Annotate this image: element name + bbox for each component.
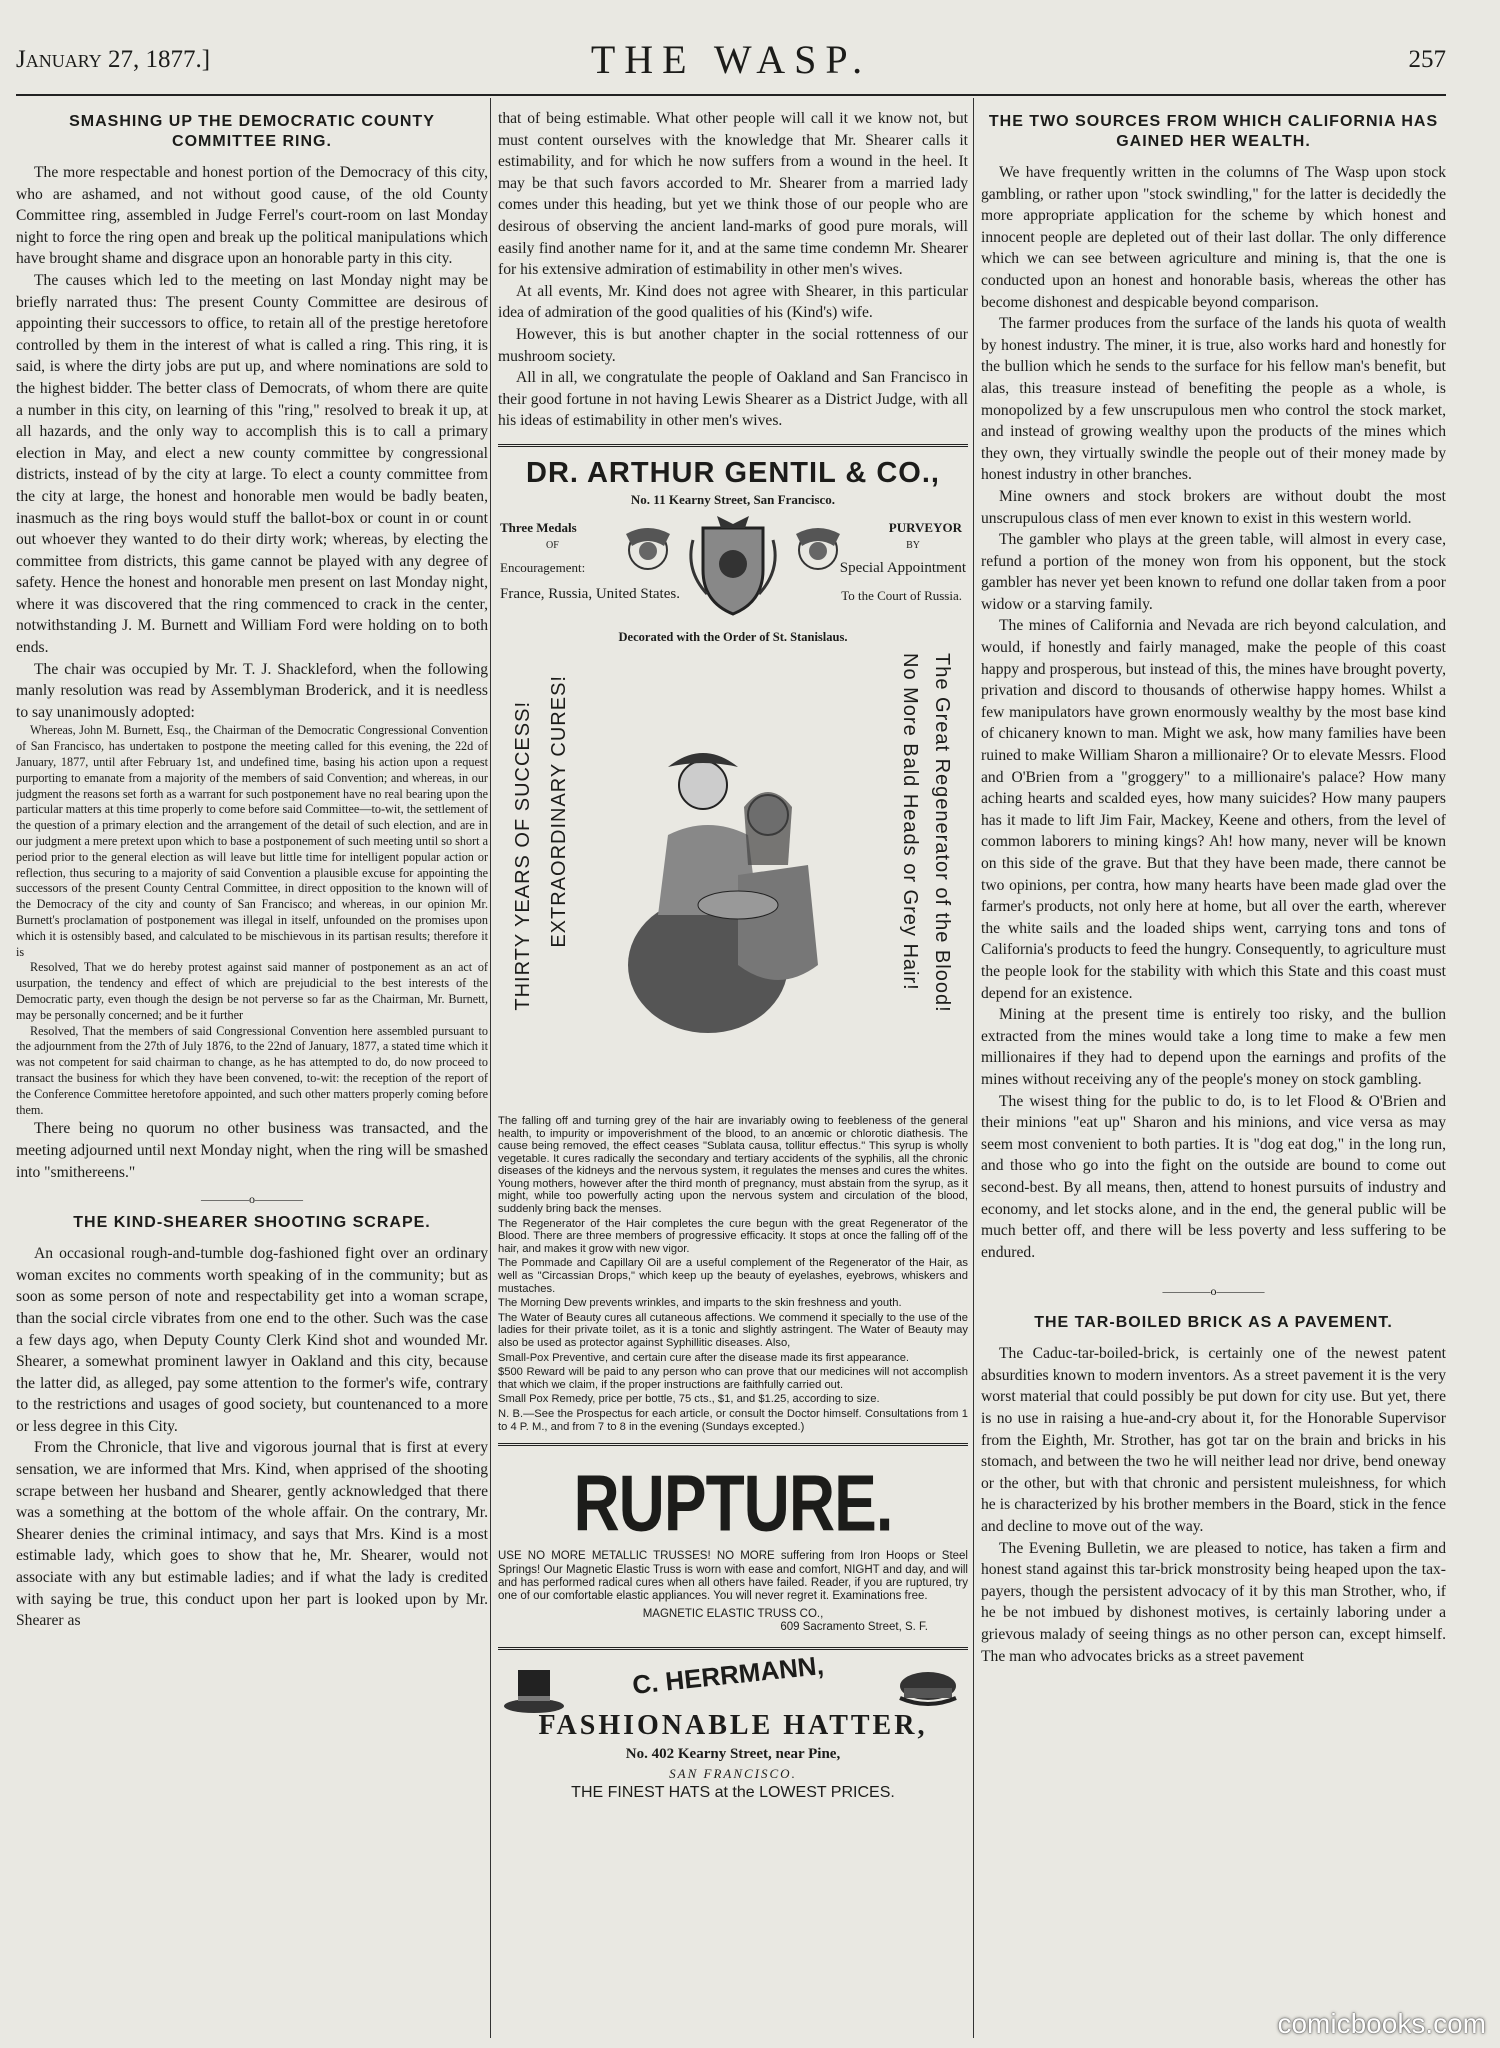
article-paragraph: Mine owners and stock brokers are without doubt the most unscrupulous class of men ever known to exist in this western world. bbox=[981, 487, 1446, 527]
hatter-city: SAN FRANCISCO. bbox=[669, 1765, 797, 1781]
ad-paragraph: Small Pox Remedy, price per bottle, 75 cts., $1, and $1.25, according to size. bbox=[498, 1393, 880, 1406]
vertical-slogan: THIRTY YEARS OF SUCCESS! bbox=[512, 700, 534, 1011]
column-right bbox=[981, 108, 1446, 2043]
article-paragraph: Mining at the present time is entirely too risky, and the bullion extracted from the mines would take a long time to make a few men millionaires if they had to depend upon the earnings and profits of the mines without receiving any of the people's money on stock gambling. bbox=[981, 1006, 1446, 1088]
article-paragraph: The more respectable and honest portion of the Democracy of this city, who are ashamed, and not without good cause, of the old County Committee ring, assembled in Judge Ferrel's court-room on last Monday night to force the ring open and break up the political manipulations which have brought shame and disgrace upon an honorable party in this city. bbox=[16, 164, 488, 268]
hatter-advertisement bbox=[498, 1649, 968, 1830]
vertical-slogan: No More Bald Heads or Grey Hair! bbox=[899, 652, 921, 991]
countries-label: France, Russia, United States. bbox=[500, 585, 680, 602]
ad-rule bbox=[498, 444, 968, 447]
article-paragraph: All in all, we congratulate the people of Oakland and San Francisco in their good fortune in not having Lewis Shearer as a District Judge, with all his ideas of estimability in other men's wives. bbox=[498, 369, 968, 430]
newspaper-title: THE WASP. bbox=[590, 37, 872, 82]
hatter-name: C. HERRMANN, bbox=[630, 1649, 826, 1700]
medal-icon bbox=[618, 516, 678, 586]
rupture-body bbox=[498, 1550, 968, 1634]
ad-title: DR. ARTHUR GENTIL & CO., bbox=[526, 456, 940, 489]
vertical-slogan: EXTRAORDINARY CURES! bbox=[548, 674, 570, 948]
ad-paragraph: The Regenerator of the Hair completes the cure begun with the great Regenerator of the Blood. There are three members of progressive efficacity. It stops at once the falling off of the hair, and makes it grow with new vigor. bbox=[498, 1217, 968, 1255]
ad-paragraph: The Water of Beauty cures all cutaneous affections. We commend it specially to the use of the ladies for their private toilet, as it is a tonic and slightly astringent. The Water of Beauty may also be used as protector against Syphillitic diseases. Also, bbox=[498, 1311, 968, 1349]
ad-paragraph: The falling off and turning grey of the hair are invariably owing to feebleness of the general health, to impurity or impoverishment of the blood, to an anœmic or chlorotic diathesis. The cause being removed, the effect ceases "Sublata causa, tollitur effectus." This syrup is wholly vegetable. It cures radically the secondary and tertiary accidents of the syphilis, all the chronic diseases of the kidneys and the nervous system, it regulates the menses and cures the whites. Young mothers, however after the third month of pregnancy, must abstain from the syrup, as it might, while too powerfully acting upon the nervous system and circulation of the blood, suddenly bring back the menses. bbox=[498, 1114, 968, 1216]
hatter-address: No. 402 Kearny Street, near Pine, bbox=[625, 1745, 841, 1762]
article-paragraph: An occasional rough-and-tumble dog-fashioned fight over an ordinary woman excites no comments worth speaking of in the community; but as soon as some person of note and respectability get into a woman scrape, than the social circle vibrates from one end to the other. Such was the case a few days ago, when Deputy County Clerk Kind shot and wounded Mr. Shearer, a somewhat prominent lawyer in Oakland and this city, because the latter did, as alleged, pay some attention to the former's wife, contrary to the restrictions and usages of good society, but countenanced to a more or less degree in this City. bbox=[16, 1245, 488, 1435]
column-left bbox=[16, 108, 488, 2043]
article-headline: THE TAR-BOILED BRICK AS A PAVEMENT. bbox=[1034, 1314, 1393, 1332]
rupture-advertisement bbox=[498, 1458, 968, 1634]
ad-body bbox=[498, 1115, 968, 1433]
coat-of-arms-icon bbox=[683, 510, 783, 624]
article-paragraph: The gambler who plays at the green table, will almost in every case, refund a portion of the money won from his opponent, but the stock gambler has never yet been known to refund one dollar taken from a poor widow or a starving family. bbox=[981, 531, 1446, 613]
header-rule bbox=[16, 94, 1446, 96]
ad-rule bbox=[498, 1443, 968, 1446]
column-divider bbox=[490, 98, 491, 2038]
ad-paragraph: $500 Reward will be paid to any person who can prove that our medicines will not accomplish that which we claim, if the proper instructions are faithfully carried out. bbox=[498, 1366, 968, 1391]
column-divider bbox=[973, 98, 974, 2038]
ad-address: No. 11 Kearny Street, San Francisco. bbox=[630, 491, 836, 507]
article-paragraph: The mines of California and Nevada are rich beyond calculation, and would, if honestly and fairly managed, make the people of this coast happy and prosperous, but instead of this, the mines have brought poverty, privation and discord to thousands of otherwise happy homes. Whilst a few manipulators have grown enormously wealthy by the most base kind of chicanery known to man. Might we ask, how many families have been ruined to make William Sharon a millionaire? Or to elevate Messrs. Flood and O'Brien from a "groggery" to a millionaire's palace? How many aching hearts and scalded eyes, how many suicides? How many paupers has it made to lift Jim Fair, Mackey, Keene and others, from the level of common laborers to mining kings? Ah! how many, never will be known on this side of the grave. But that they have been made, there cannot be two opinions, per contra, how many hearts have been made glad over the farmer's products, not only here at home, but all over the earth, wherever the white sails and the loaded ships went, carrying tons and tons of California's products to feed the hungry. Consequently, to agriculture must the people look for the stability with which this State and this coast must depend for an existence. bbox=[981, 617, 1446, 1002]
purveyor-label: PURVEYOR bbox=[888, 519, 962, 535]
article-paragraph: The farmer produces from the surface of the lands his quota of wealth by honest industry. The miner, it is true, also works hard and honestly for the bullion which he sends to the surface for his fellow man's benefit, but alas, this treasure instead of benefiting the people as a whole, is monopolized by a few unscrupulous men who control the stock market, and instead of growing wealthy upon the products of the mines which they own, they virtually swindle the people out of their money made by honest industry in other branches. bbox=[981, 315, 1446, 484]
company-name: MAGNETIC ELASTIC TRUSS CO., bbox=[642, 1607, 824, 1620]
company-address: 609 Sacramento Street, S. F. bbox=[780, 1621, 928, 1634]
engraving-illustration bbox=[608, 715, 838, 1040]
section-separator: ――――o―――― bbox=[1162, 1284, 1265, 1299]
resolution-text: Whereas, John M. Burnett, Esq., the Chairman of the Democratic Congressional Convention of San Francisco, has undertaken to postpone the meeting called for this evening, the 22d of January, 1877, until after February 1st, and undefined time, basing his action upon a request purporting to emanate from a majority of the members of said Convention; and whereas, in our judgment the reasons set forth as a warrant for such postponement have no real bearing upon the particular matters at this time properly to come before said Committee—to-wit, the settlement of the question of a primary election and the arrangement of the detail of such election, and are in our judgment a mere pretext upon which to base a postponement of such meeting until so short a period prior to the general election as will leave but little time for intelligent popular action or reflection, thus securing to a majority of said Convention a plausible excuse for appointing the successors of the present County Central Committee, in direct opposition to the known will of the Democracy of the city and county of San Francisco; and whereas, in our opinion Mr. Burnett's proclamation of postponement was illegal in itself, unfounded on the promises upon which it is ostensibly based, and calculated to be mischievous in its partisan results; therefore it is bbox=[16, 723, 488, 959]
crest-block bbox=[498, 516, 968, 626]
hatter-slogan: THE FINEST HATS at the LOWEST PRICES. bbox=[571, 1783, 895, 1801]
court-label: To the Court of Russia. bbox=[841, 587, 962, 603]
section-separator: ――――o―――― bbox=[201, 1192, 303, 1207]
appointment-label: Special Appointment bbox=[839, 559, 966, 576]
resolution-text: Resolved, That we do hereby protest against said manner of postponement as an act of usurpation, the tendency and effect of which are prejudicial to the best interests of the Democratic party, even though the design be not perverse so far as the Chairman, Mr. Burnett, may be personally concerned; and be it further bbox=[16, 960, 488, 1022]
page-number: 257 bbox=[1408, 46, 1446, 73]
article-paragraph: However, this is but another chapter in the social rottenness of our mushroom society. bbox=[498, 325, 968, 365]
article-paragraph: The chair was occupied by Mr. T. J. Shackleford, when the following manly resolution was read by Assemblyman Broderick, and it is needless to say unanimously adopted: bbox=[16, 660, 488, 721]
masthead bbox=[16, 37, 1446, 82]
by-label: BY bbox=[906, 539, 920, 551]
hatter-trade: FASHIONABLE HATTER, bbox=[538, 1709, 928, 1741]
article-paragraph: The Evening Bulletin, we are pleased to notice, has taken a firm and honest stand against this tar-brick monstrosity being heaped upon the tax-payers, though the persistent advocacy of it by this man Strother, who, if he be not imbued by dishonest motives, is certainly laboring under a grievous malady of seeing things as no other person can, except himself. The man who advocates bricks as a street pavement bbox=[981, 1539, 1446, 1665]
ad-paragraph: Small-Pox Preventive, and certain cure after the disease made its first appearance. bbox=[498, 1351, 910, 1364]
article-headline: THE TWO SOURCES FROM WHICH CALIFORNIA HAS GAINED HER WEALTH. bbox=[988, 113, 1439, 150]
article-paragraph: We have frequently written in the columns of The Wasp upon stock gambling, or rather upon "stock swindling," for the latter is decidedly the more appropriate application for the scheme by which honest and innocent people are depleted out of their last dollar. The only difference which we can see between agriculture and mining is, that the one is conducted upon an honest and honorable basis, whereas the other has become dishonest and despicable beyond comparison. bbox=[981, 164, 1446, 311]
article-paragraph: The causes which led to the meeting on last Monday night may be briefly narrated thus: The present County Committee are desirous of appointing their successors to office, to retain all of the prestige heretofore controlled by them in the interest of what is called a ring. This ring, it is said, is where the dirty jobs are put up, and where nominations are sold to the highest bidder. The better class of Democrats, of whom there are quite a number in this city, on learning of this "ring," resolved to break it up, at all hazards, and the only way to accomplish this is to call a primary election in May, and elect a new county committee by congressional districts, instead of by the city at large. To elect a county committee from the city at large, the honest and honorable men would be badly beaten, inasmuch as the ring boys would stuff the ballot-box or count in or count out whoever they wanted to do their dirty work; whereas, by electing the committee from districts, this game cannot be played with any degree of safety. Hence the honest and honorable men present on last Monday night, where it was discovered that the ring commenced to crack in the center, notwithstanding J. M. Burnett and William Ford were holding on to both ends. bbox=[16, 271, 488, 657]
gentil-advertisement bbox=[498, 457, 968, 1433]
rupture-title: RUPTURE. bbox=[573, 1458, 893, 1549]
article-headline: SMASHING UP THE DEMOCRATIC COUNTY COMMITTEE RING. bbox=[69, 113, 435, 150]
article-paragraph: At all events, Mr. Kind does not agree with Shearer, in this particular idea of admiration of the good qualities of his (Kind's) wife. bbox=[498, 282, 968, 322]
ad-paragraph: The Morning Dew prevents wrinkles, and imparts to the skin freshness and youth. bbox=[498, 1297, 902, 1310]
ad-rule bbox=[498, 1647, 968, 1650]
resolution-text: Resolved, That the members of said Congressional Convention here assembled pursuant to the adjournment from the 27th of July 1876, to the 22nd of January, 1877, a stated time which it was not competent for said chairman to change, as he has attempted to do, do now proceed to transact the business for which they have been convened, to-wit: the reception of the report of the Conference Committee heretofore appointed, and such other matters properly coming before them. bbox=[16, 1023, 488, 1117]
column-center bbox=[498, 108, 968, 2043]
article-headline: THE KIND-SHEARER SHOOTING SCRAPE. bbox=[73, 1214, 431, 1232]
encouragement-label: Encouragement: bbox=[500, 559, 586, 575]
ad-paragraph: The Pommade and Capillary Oil are a useful complement of the Regenerator of the Hair, as well as "Circassian Drops," which keep up the beauty of eyelashes, eyebrows, whiskers and mustaches. bbox=[498, 1257, 968, 1295]
decorated-line: Decorated with the Order of St. Stanislaus. bbox=[618, 629, 848, 644]
article-paragraph: The Caduc-tar-boiled-brick, is certainly one of the newest patent absurdities known to modern inventors. As a street pavement it is the very worst material that could possibly be put down for city use. But yet, there is no use in raising a hue-and-cry about it, for the Honorable Supervisor from the Eighth, Mr. Strother, has got tar on the brain and bricks in his stomach, and between the two he will neither lead nor drive, bend oneway or the other, but with that chronic and persistent muleishness, for which he is characterized by his brother members in the Board, stick in the fence and decline to move out of the way. bbox=[981, 1345, 1446, 1536]
vertical-slogan: The Great Regenerator of the Blood! bbox=[931, 652, 953, 1013]
of-label: OF bbox=[546, 539, 559, 551]
medals-label: Three Medals bbox=[500, 519, 577, 535]
issue-date: January 27, 1877.] bbox=[16, 46, 211, 73]
article-paragraph: From the Chronicle, that live and vigorous journal that is first at every sensation, we are informed that Mrs. Kind, when apprised of the shooting scrape between her husband and Shearer, gently acknowledged that there was a something at the bottom of the whole affair. On the contrary, Mr. Shearer denies the criminal intimacy, and says that Mrs. Kind is a most estimable lady, which goes to show that he, Mr. Shearer, would not associate with any but estimable ladies; and if what the lady is credited with saying be true, this conduct upon her part is looked upon by Mr. Shearer as bbox=[16, 1439, 488, 1630]
article-paragraph: There being no quorum no other business was transacted, and the meeting adjourned until next Monday night, when the ring will be smashed into "smithereens." bbox=[16, 1120, 488, 1181]
ad-paragraph: USE NO MORE METALLIC TRUSSES! NO MORE suffering from Iron Hoops or Steel Springs! Our Magnetic Elastic Truss is worn with ease and comfort, NIGHT and day, and will and has performed radical cures when all others have failed. Reader, if you are ruptured, try one of our comfortable elastic appliances. You will never regret it. Examinations free. bbox=[498, 1550, 968, 1603]
watermark: comicbooks.com bbox=[1277, 2008, 1486, 2039]
engraving-block bbox=[498, 645, 968, 1115]
ad-paragraph: N. B.—See the Prospectus for each article, or consult the Doctor himself. Consultations from 1 to 4 P. M., and from 7 to 8 in the evening (Sundays excepted.) bbox=[498, 1407, 968, 1433]
article-paragraph: The wisest thing for the public to do, is to let Flood & O'Brien and their minions "eat up" Sharon and his minions, and vice versa as may seem most convenient to both parties. It is "dog eat dog," in the long run, and those who go into the fight on the outside are bound to come out second-best. By all means, then, attend to honest pursuits of industry and economy, and let stocks alone, and in the end, the general public will be much better off, and there will be less poverty and less suffering to be endured. bbox=[981, 1092, 1446, 1261]
medal-icon bbox=[788, 516, 848, 586]
article-paragraph: that of being estimable. What other people will call it we know not, but must content ourselves with the knowledge that Mr. Shearer calls it estimability, and for which he now suffers from a wound in the heel. It may be that such favors accorded to Mr. Shearer from a married lady comes under this heading, but yet we think those of our people who are desirous of observing the ancient land-marks of good pure morals, will easily find another name for it, and at the same time condemn Mr. Shearer for his extensive admiration of estimability in other men's wives. bbox=[498, 110, 968, 279]
